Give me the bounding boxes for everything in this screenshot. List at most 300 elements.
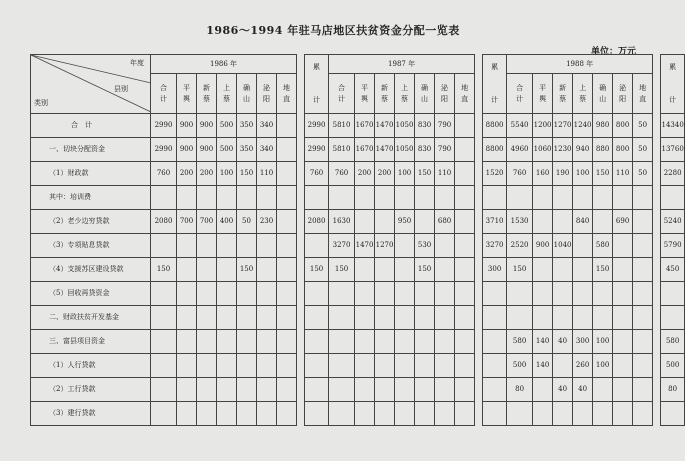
data-cell: 80 bbox=[507, 378, 533, 402]
data-cell bbox=[415, 354, 435, 378]
data-cell bbox=[217, 378, 237, 402]
data-cell bbox=[395, 354, 415, 378]
data-cell bbox=[507, 402, 533, 426]
data-cell: 950 bbox=[395, 210, 415, 234]
data-cell: 140 bbox=[533, 354, 553, 378]
row-label: （1）人行贷款 bbox=[31, 354, 151, 378]
data-cell bbox=[355, 330, 375, 354]
data-cell: 4960 bbox=[507, 138, 533, 162]
data-cell bbox=[613, 282, 633, 306]
data-cell bbox=[593, 186, 613, 210]
data-cell bbox=[593, 210, 613, 234]
data-cell: 50 bbox=[237, 210, 257, 234]
data-cell: 840 bbox=[573, 210, 593, 234]
data-cell bbox=[633, 234, 653, 258]
data-cell bbox=[455, 162, 475, 186]
data-cell: 340 bbox=[257, 138, 277, 162]
column-gap bbox=[475, 258, 483, 282]
cumulative-cell bbox=[661, 306, 685, 330]
cumulative-cell: 13760 bbox=[661, 138, 685, 162]
data-cell bbox=[455, 114, 475, 138]
data-cell: 50 bbox=[633, 162, 653, 186]
data-cell bbox=[329, 378, 355, 402]
data-cell bbox=[177, 378, 197, 402]
data-cell: 200 bbox=[177, 162, 197, 186]
data-cell bbox=[151, 330, 177, 354]
data-cell: 1200 bbox=[533, 114, 553, 138]
data-cell: 2990 bbox=[151, 114, 177, 138]
data-cell bbox=[533, 186, 553, 210]
data-cell bbox=[553, 186, 573, 210]
column-gap bbox=[475, 354, 483, 378]
county-header: 平 舆 bbox=[355, 74, 375, 114]
column-gap bbox=[653, 138, 661, 162]
column-gap bbox=[297, 55, 305, 114]
data-cell bbox=[455, 258, 475, 282]
data-cell bbox=[177, 258, 197, 282]
data-cell bbox=[277, 354, 297, 378]
data-cell bbox=[237, 402, 257, 426]
data-cell: 160 bbox=[533, 162, 553, 186]
data-cell bbox=[435, 306, 455, 330]
data-cell bbox=[217, 354, 237, 378]
column-gap bbox=[475, 186, 483, 210]
data-cell bbox=[455, 234, 475, 258]
data-cell bbox=[257, 234, 277, 258]
data-cell: 1670 bbox=[355, 114, 375, 138]
column-gap bbox=[297, 402, 305, 426]
data-cell bbox=[553, 258, 573, 282]
data-cell bbox=[633, 378, 653, 402]
data-cell: 40 bbox=[553, 330, 573, 354]
data-cell: 150 bbox=[151, 258, 177, 282]
cumulative-cell bbox=[483, 378, 507, 402]
data-cell bbox=[151, 378, 177, 402]
data-cell bbox=[633, 258, 653, 282]
data-cell bbox=[455, 402, 475, 426]
data-cell bbox=[415, 330, 435, 354]
data-cell bbox=[277, 378, 297, 402]
page-title: 1986～1994 年驻马店地区扶贫资金分配一览表 bbox=[206, 24, 460, 37]
data-cell bbox=[237, 330, 257, 354]
data-cell: 2080 bbox=[151, 210, 177, 234]
data-cell bbox=[197, 378, 217, 402]
data-cell: 1230 bbox=[553, 138, 573, 162]
column-gap bbox=[297, 306, 305, 330]
data-cell: 110 bbox=[613, 162, 633, 186]
cumulative-cell: 1520 bbox=[483, 162, 507, 186]
data-cell bbox=[277, 282, 297, 306]
data-cell: 50 bbox=[633, 138, 653, 162]
data-cell bbox=[395, 330, 415, 354]
table-row bbox=[31, 258, 685, 282]
row-label: （4）支援苏区建设贷款 bbox=[31, 258, 151, 282]
table-row bbox=[31, 234, 685, 258]
data-cell bbox=[613, 234, 633, 258]
data-cell bbox=[329, 330, 355, 354]
data-cell bbox=[455, 306, 475, 330]
data-cell: 350 bbox=[237, 138, 257, 162]
row-label: （3）建行贷款 bbox=[31, 402, 151, 426]
data-cell bbox=[197, 186, 217, 210]
data-cell bbox=[151, 186, 177, 210]
data-cell bbox=[277, 186, 297, 210]
data-cell bbox=[553, 354, 573, 378]
data-cell bbox=[177, 306, 197, 330]
data-cell bbox=[573, 234, 593, 258]
data-cell: 200 bbox=[375, 162, 395, 186]
data-cell bbox=[613, 186, 633, 210]
data-cell bbox=[395, 306, 415, 330]
county-header: 平 舆 bbox=[177, 74, 197, 114]
data-cell bbox=[533, 402, 553, 426]
data-cell bbox=[217, 234, 237, 258]
data-cell bbox=[375, 210, 395, 234]
data-cell bbox=[355, 354, 375, 378]
data-cell: 5540 bbox=[507, 114, 533, 138]
corner-county-label: 县别 bbox=[114, 85, 128, 93]
row-label: （3）专项贴息贷款 bbox=[31, 234, 151, 258]
data-cell bbox=[177, 282, 197, 306]
data-cell bbox=[507, 186, 533, 210]
data-cell: 760 bbox=[151, 162, 177, 186]
data-cell bbox=[277, 162, 297, 186]
allocation-table bbox=[30, 54, 685, 426]
data-cell: 700 bbox=[177, 210, 197, 234]
data-cell bbox=[177, 330, 197, 354]
data-cell: 800 bbox=[613, 114, 633, 138]
data-cell bbox=[197, 402, 217, 426]
cumulative-cell: 580 bbox=[661, 330, 685, 354]
column-gap bbox=[475, 402, 483, 426]
data-cell: 40 bbox=[553, 378, 573, 402]
data-cell bbox=[375, 354, 395, 378]
row-label: 其中：培训费 bbox=[31, 186, 151, 210]
data-cell bbox=[237, 306, 257, 330]
cumulative-cell: 2990 bbox=[305, 138, 329, 162]
data-cell bbox=[633, 354, 653, 378]
column-gap bbox=[297, 162, 305, 186]
data-cell: 1470 bbox=[375, 114, 395, 138]
data-cell bbox=[633, 330, 653, 354]
row-label: （5）回收再贷资金 bbox=[31, 282, 151, 306]
data-cell bbox=[613, 258, 633, 282]
data-cell: 880 bbox=[593, 138, 613, 162]
column-gap bbox=[653, 378, 661, 402]
cumulative-cell bbox=[661, 402, 685, 426]
data-cell bbox=[593, 306, 613, 330]
cumulative-cell: 3710 bbox=[483, 210, 507, 234]
data-cell: 3270 bbox=[329, 234, 355, 258]
data-cell: 530 bbox=[415, 234, 435, 258]
data-cell: 200 bbox=[197, 162, 217, 186]
column-gap bbox=[297, 234, 305, 258]
county-header: 泌 阳 bbox=[613, 74, 633, 114]
column-gap bbox=[653, 330, 661, 354]
table-row bbox=[31, 114, 685, 138]
cumulative-cell bbox=[661, 186, 685, 210]
cumulative-cell: 500 bbox=[661, 354, 685, 378]
data-cell bbox=[455, 210, 475, 234]
data-cell bbox=[329, 306, 355, 330]
county-header: 地 直 bbox=[455, 74, 475, 114]
data-cell bbox=[533, 210, 553, 234]
data-cell bbox=[455, 186, 475, 210]
column-gap bbox=[297, 210, 305, 234]
data-cell bbox=[395, 402, 415, 426]
data-cell bbox=[355, 306, 375, 330]
table-row bbox=[31, 354, 685, 378]
data-cell: 900 bbox=[197, 138, 217, 162]
data-cell bbox=[415, 210, 435, 234]
data-cell bbox=[197, 258, 217, 282]
data-cell: 260 bbox=[573, 354, 593, 378]
cumulative-cell bbox=[305, 402, 329, 426]
cumulative-cell bbox=[305, 234, 329, 258]
data-cell: 300 bbox=[573, 330, 593, 354]
data-cell: 40 bbox=[573, 378, 593, 402]
data-cell: 50 bbox=[633, 114, 653, 138]
corner-header bbox=[31, 55, 151, 114]
table-row bbox=[31, 378, 685, 402]
data-cell bbox=[277, 138, 297, 162]
data-cell: 1270 bbox=[553, 114, 573, 138]
cumulative-cell bbox=[305, 306, 329, 330]
column-gap bbox=[653, 234, 661, 258]
data-cell bbox=[257, 258, 277, 282]
data-cell: 5810 bbox=[329, 138, 355, 162]
data-cell: 340 bbox=[257, 114, 277, 138]
county-header: 新 蔡 bbox=[375, 74, 395, 114]
cumulative-cell: 8800 bbox=[483, 114, 507, 138]
corner-category-label: 类别 bbox=[34, 99, 48, 107]
data-cell: 100 bbox=[217, 162, 237, 186]
data-cell bbox=[375, 378, 395, 402]
data-cell bbox=[277, 114, 297, 138]
row-label: 一、切块分配资金 bbox=[31, 138, 151, 162]
cumulative-cell bbox=[483, 306, 507, 330]
data-cell bbox=[553, 306, 573, 330]
data-cell: 1240 bbox=[573, 114, 593, 138]
table-row bbox=[31, 210, 685, 234]
data-cell: 680 bbox=[435, 210, 455, 234]
data-cell: 2990 bbox=[151, 138, 177, 162]
column-gap bbox=[297, 138, 305, 162]
data-cell: 100 bbox=[593, 330, 613, 354]
row-label: （2）老少边穷贷款 bbox=[31, 210, 151, 234]
data-cell bbox=[355, 402, 375, 426]
data-cell: 900 bbox=[177, 138, 197, 162]
county-header: 确 山 bbox=[593, 74, 613, 114]
county-header: 平 舆 bbox=[533, 74, 553, 114]
table-row bbox=[31, 306, 685, 330]
data-cell: 2520 bbox=[507, 234, 533, 258]
data-cell: 500 bbox=[507, 354, 533, 378]
data-cell bbox=[151, 234, 177, 258]
data-cell bbox=[197, 234, 217, 258]
column-gap bbox=[297, 186, 305, 210]
data-cell: 790 bbox=[435, 138, 455, 162]
row-label: （2）工行贷款 bbox=[31, 378, 151, 402]
cumulative-cell bbox=[305, 186, 329, 210]
column-gap bbox=[297, 114, 305, 138]
data-cell bbox=[613, 306, 633, 330]
data-cell bbox=[573, 186, 593, 210]
year-header-1986: 1986 年 bbox=[151, 55, 297, 74]
data-cell bbox=[633, 210, 653, 234]
data-cell bbox=[329, 402, 355, 426]
data-cell bbox=[237, 354, 257, 378]
data-cell bbox=[435, 258, 455, 282]
data-cell: 100 bbox=[573, 162, 593, 186]
cumulative-cell bbox=[483, 282, 507, 306]
data-cell: 150 bbox=[237, 162, 257, 186]
county-header: 泌 阳 bbox=[257, 74, 277, 114]
data-cell bbox=[633, 402, 653, 426]
column-gap bbox=[297, 282, 305, 306]
table-row bbox=[31, 138, 685, 162]
data-cell bbox=[151, 282, 177, 306]
data-cell bbox=[277, 210, 297, 234]
data-cell bbox=[613, 330, 633, 354]
data-cell bbox=[355, 378, 375, 402]
data-cell bbox=[197, 306, 217, 330]
data-cell bbox=[415, 186, 435, 210]
data-cell: 830 bbox=[415, 138, 435, 162]
cumulative-cell: 450 bbox=[661, 258, 685, 282]
data-cell bbox=[593, 282, 613, 306]
column-gap bbox=[653, 282, 661, 306]
cumulative-cell: 3270 bbox=[483, 234, 507, 258]
data-cell: 230 bbox=[257, 210, 277, 234]
cumulative-cell bbox=[305, 330, 329, 354]
column-gap bbox=[475, 330, 483, 354]
data-cell: 350 bbox=[237, 114, 257, 138]
column-gap bbox=[653, 114, 661, 138]
column-gap bbox=[653, 402, 661, 426]
data-cell: 190 bbox=[553, 162, 573, 186]
data-cell bbox=[217, 306, 237, 330]
data-cell: 690 bbox=[613, 210, 633, 234]
data-cell bbox=[329, 354, 355, 378]
data-cell bbox=[533, 282, 553, 306]
county-header: 上 蔡 bbox=[573, 74, 593, 114]
county-header: 泌 阳 bbox=[435, 74, 455, 114]
data-cell: 150 bbox=[593, 258, 613, 282]
data-cell: 900 bbox=[197, 114, 217, 138]
data-cell: 150 bbox=[415, 258, 435, 282]
column-gap bbox=[475, 55, 483, 114]
data-cell: 100 bbox=[593, 354, 613, 378]
data-cell bbox=[455, 354, 475, 378]
year-header-1987: 1987 年 bbox=[329, 55, 475, 74]
cumulative-cell: 5790 bbox=[661, 234, 685, 258]
cumulative-cell: 5240 bbox=[661, 210, 685, 234]
data-cell bbox=[455, 378, 475, 402]
data-cell bbox=[355, 282, 375, 306]
column-gap bbox=[653, 162, 661, 186]
data-cell: 100 bbox=[395, 162, 415, 186]
corner-year-label: 年度 bbox=[130, 59, 144, 67]
column-gap bbox=[653, 354, 661, 378]
data-cell bbox=[593, 378, 613, 402]
data-cell bbox=[553, 210, 573, 234]
county-header: 确 山 bbox=[237, 74, 257, 114]
data-cell bbox=[435, 402, 455, 426]
data-cell: 700 bbox=[197, 210, 217, 234]
data-cell bbox=[455, 330, 475, 354]
column-gap bbox=[653, 306, 661, 330]
data-cell: 1670 bbox=[355, 138, 375, 162]
county-header: 上 蔡 bbox=[395, 74, 415, 114]
county-header: 新 蔡 bbox=[197, 74, 217, 114]
column-gap bbox=[297, 354, 305, 378]
data-cell: 900 bbox=[177, 114, 197, 138]
data-cell bbox=[533, 258, 553, 282]
county-header: 新 蔡 bbox=[553, 74, 573, 114]
table-row bbox=[31, 402, 685, 426]
data-cell bbox=[613, 402, 633, 426]
year-header-1988: 1988 年 bbox=[507, 55, 653, 74]
cumulative-cell bbox=[305, 378, 329, 402]
data-cell bbox=[573, 306, 593, 330]
data-cell bbox=[435, 330, 455, 354]
data-cell: 150 bbox=[329, 258, 355, 282]
column-gap bbox=[475, 162, 483, 186]
data-cell bbox=[375, 402, 395, 426]
column-gap bbox=[653, 186, 661, 210]
data-cell: 1040 bbox=[553, 234, 573, 258]
data-cell bbox=[355, 258, 375, 282]
data-cell bbox=[435, 234, 455, 258]
data-cell bbox=[197, 282, 217, 306]
column-gap bbox=[475, 234, 483, 258]
table-row bbox=[31, 282, 685, 306]
data-cell bbox=[355, 186, 375, 210]
data-cell: 980 bbox=[593, 114, 613, 138]
data-cell bbox=[375, 186, 395, 210]
column-gap bbox=[475, 306, 483, 330]
cumulative-cell bbox=[483, 402, 507, 426]
data-cell bbox=[151, 354, 177, 378]
data-cell bbox=[237, 378, 257, 402]
cumulative-header: 累 计 bbox=[483, 55, 507, 114]
cumulative-cell: 2990 bbox=[305, 114, 329, 138]
data-cell bbox=[415, 378, 435, 402]
data-cell: 830 bbox=[415, 114, 435, 138]
column-gap bbox=[653, 210, 661, 234]
data-cell bbox=[277, 234, 297, 258]
table-row bbox=[31, 330, 685, 354]
data-cell: 790 bbox=[435, 114, 455, 138]
data-cell: 760 bbox=[329, 162, 355, 186]
data-cell bbox=[355, 210, 375, 234]
data-cell bbox=[237, 186, 257, 210]
cumulative-cell: 2080 bbox=[305, 210, 329, 234]
cumulative-header: 累 计 bbox=[661, 55, 685, 114]
column-gap bbox=[653, 55, 661, 114]
cumulative-cell: 150 bbox=[305, 258, 329, 282]
column-gap bbox=[475, 210, 483, 234]
data-cell: 1050 bbox=[395, 114, 415, 138]
data-cell: 580 bbox=[593, 234, 613, 258]
data-cell bbox=[277, 306, 297, 330]
data-cell bbox=[435, 354, 455, 378]
row-label: 二、财政扶贫开发基金 bbox=[31, 306, 151, 330]
data-cell bbox=[257, 378, 277, 402]
data-cell bbox=[395, 282, 415, 306]
data-cell bbox=[593, 402, 613, 426]
